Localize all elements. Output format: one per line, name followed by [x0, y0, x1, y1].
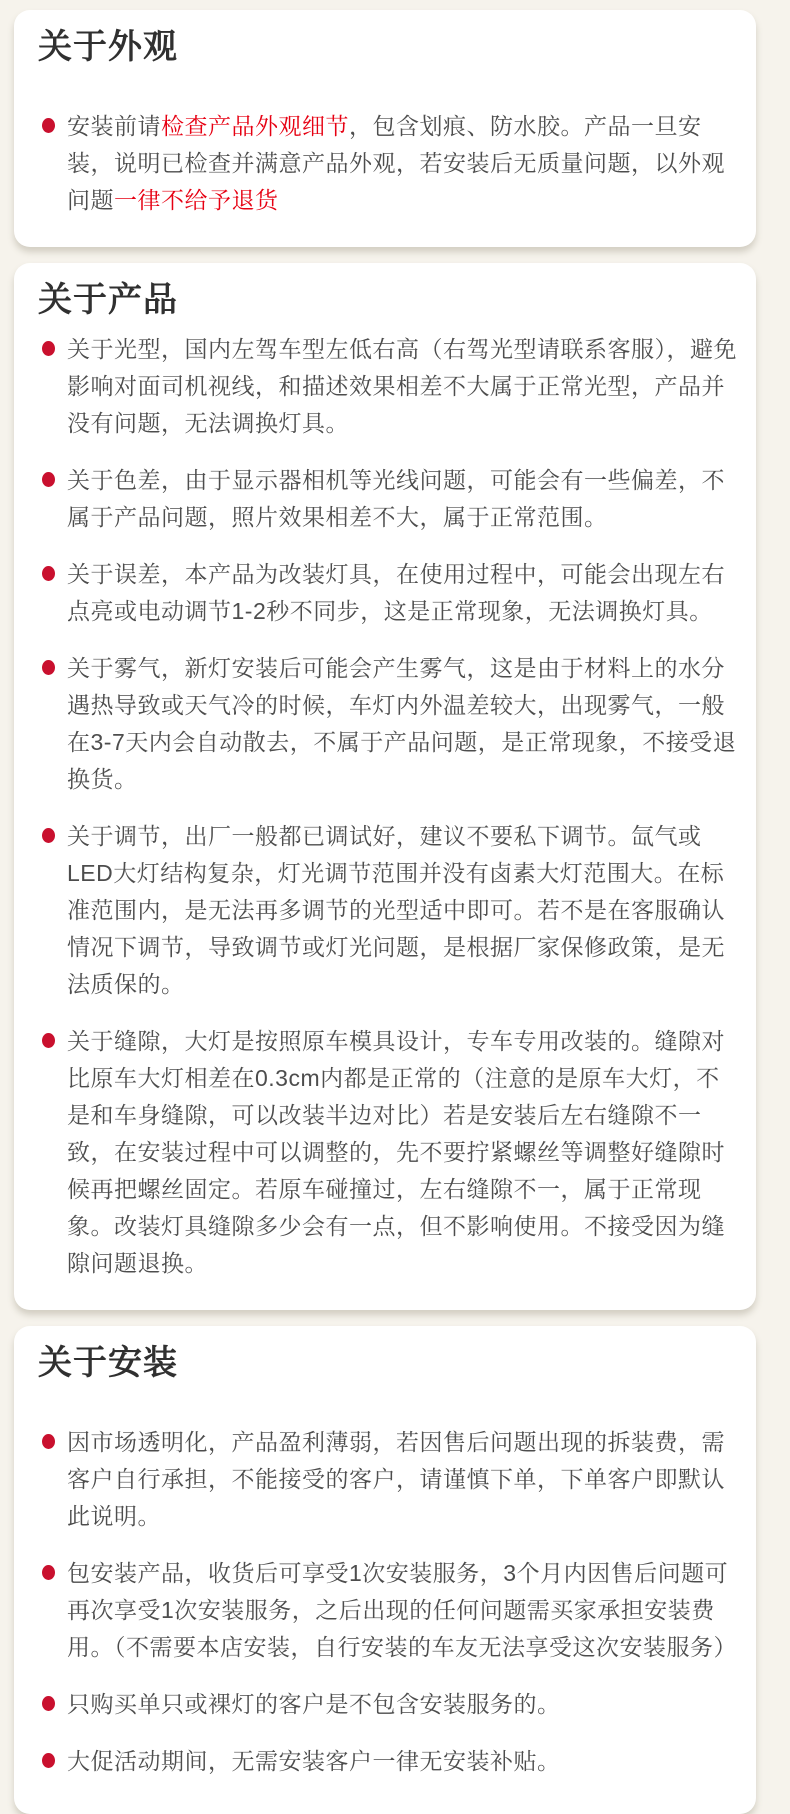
bullet-dot-icon — [42, 118, 55, 133]
bullet-item — [28, 818, 740, 1003]
paragraph-list — [28, 1424, 740, 1780]
bullet-item — [28, 1686, 740, 1723]
paragraph-text: 包安装产品，收货后可享受1次安装服务，3个月内因售后问题可再次享受1次安装服务，之后出现的任何问题需买家承担安装费用。（不需要本店安装，自行安装的车友无法享受这次安装服务） — [67, 1560, 737, 1660]
bullet-item — [28, 1743, 740, 1780]
bullet-item — [28, 1023, 740, 1282]
paragraph-text: 关于光型，国内左驾车型左低右高（右驾光型请联系客服），避免影响对面司机视线，和描述效果相差不大属于正常光型，产品并没有问题，无法调换灯具。 — [67, 336, 737, 436]
bullet-dot-icon — [42, 472, 55, 487]
section-title-installation: 关于安装 — [38, 1344, 178, 1382]
paragraph-text: 只购买单只或裸灯的客户是不包含安装服务的。 — [67, 1691, 561, 1717]
section-title-appearance: 关于外观 — [38, 28, 178, 66]
bullet-dot-icon — [42, 828, 55, 843]
paragraph-text: 关于色差，由于显示器相机等光线问题，可能会有一些偏差，不属于产品问题，照片效果相差不大，属于正常范围。 — [67, 467, 725, 530]
card-installation — [14, 1326, 756, 1814]
paragraph-text: 关于误差，本产品为改装灯具，在使用过程中，可能会出现左右点亮或电动调节1-2秒不同步，这是正常现象，无法调换灯具。 — [67, 561, 725, 624]
paragraph-text: 关于雾气，新灯安装后可能会产生雾气，这是由于材料上的水分遇热导致或天气冷的时候，车灯内外温差较大，出现雾气，一般在3-7天内会自动散去，不属于产品问题，是正常现象，不接受退换货。 — [67, 655, 737, 792]
bullet-dot-icon — [42, 660, 55, 675]
bullet-dot-icon — [42, 566, 55, 581]
bullet-item — [28, 556, 740, 630]
bullet-item — [28, 1555, 740, 1666]
bullet-dot-icon — [42, 1565, 55, 1580]
bullet-dot-icon — [42, 1033, 55, 1048]
card-appearance — [14, 10, 756, 247]
bullet-item — [28, 462, 740, 536]
bullet-item — [28, 650, 740, 798]
bullet-dot-icon — [42, 1696, 55, 1711]
paragraph-list — [28, 108, 740, 219]
bullet-dot-icon — [42, 1753, 55, 1768]
paragraph-list — [28, 331, 740, 1282]
bullet-item — [28, 331, 740, 442]
bullet-dot-icon — [42, 1434, 55, 1449]
bullet-item — [28, 1424, 740, 1535]
bullet-dot-icon — [42, 341, 55, 356]
paragraph-text: 关于调节，出厂一般都已调试好，建议不要私下调节。氙气或LED大灯结构复杂，灯光调节范围并没有卤素大灯范围大。在标准范围内，是无法再多调节的光型适中即可。若不是在客服确认情况下调节，导致调节或灯光问题，是根据厂家保修政策，是无法质保的。 — [67, 823, 725, 997]
card-product — [14, 263, 756, 1310]
paragraph-text: 安装前请检查产品外观细节，包含划痕、防水胶。产品一旦安装，说明已检查并满意产品外观，若安装后无质量问题，以外观问题一律不给予退货 — [67, 113, 725, 213]
paragraph-text: 因市场透明化，产品盈利薄弱，若因售后问题出现的拆装费，需客户自行承担，不能接受的客户，请谨慎下单，下单客户即默认此说明。 — [67, 1429, 725, 1529]
paragraph-text: 大促活动期间，无需安装客户一律无安装补贴。 — [67, 1748, 561, 1774]
bullet-item — [28, 108, 740, 219]
paragraph-text: 关于缝隙，大灯是按照原车模具设计，专车专用改装的。缝隙对比原车大灯相差在0.3cm内都是正常的（注意的是原车大灯，不是和车身缝隙，可以改装半边对比）若是安装后左右缝隙不一致，在安装过程中可以调整的，先不要拧紧螺丝等调整好缝隙时候再把螺丝固定。若原车碰撞过，左右缝隙不一，属于正常现象。改装灯具缝隙多少会有一点，但不影响使用。不接受因为缝隙问题退换。 — [67, 1028, 725, 1276]
section-title-product: 关于产品 — [38, 281, 178, 319]
